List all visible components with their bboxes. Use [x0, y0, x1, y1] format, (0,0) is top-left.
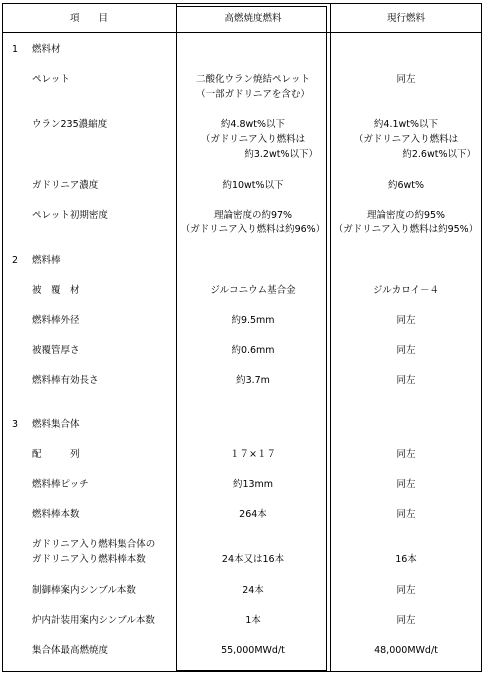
cell-current: 16本	[395, 554, 417, 565]
row-label: 燃料棒本数	[32, 509, 80, 520]
cell-new: 約3.2wt%以下）	[244, 149, 318, 160]
cell-new: １７×１７	[230, 449, 276, 460]
section-number: 2	[12, 255, 19, 266]
section-title: 燃料集合体	[32, 419, 80, 430]
cell-current: 約4.1wt%以下	[373, 119, 439, 130]
cell-current: 同左	[396, 509, 416, 520]
cell-current: 48,000MWd/t	[374, 645, 438, 656]
cell-new: （ガドリニア入り燃料は約96%）	[180, 224, 326, 235]
cell-new: 264本	[239, 509, 267, 520]
cell-current: 同左	[396, 615, 416, 626]
cell-new: 二酸化ウラン焼結ペレット	[196, 74, 310, 85]
cell-new: 24本	[242, 585, 264, 596]
cell-new: 約4.8wt%以下	[220, 119, 286, 130]
cell-current: 理論密度の約95%	[366, 210, 446, 221]
row-label: 集合体最高燃焼度	[32, 645, 109, 656]
row-label: 被 覆 材	[32, 285, 80, 296]
row-label: ペレット	[32, 74, 70, 85]
section-number: 3	[12, 419, 19, 430]
cell-current: 同左	[396, 345, 416, 356]
section-number: 1	[12, 44, 19, 55]
row-label: 配 列	[32, 449, 80, 460]
cell-current: ジルカロイ－４	[373, 285, 439, 296]
highlight-box	[176, 6, 327, 671]
cell-current: （ガドリニア入り燃料は約95%）	[333, 224, 479, 235]
header-new-fuel: 高燃焼度燃料	[224, 13, 282, 24]
row-label: ペレット初期密度	[32, 210, 108, 221]
cell-new: 理論密度の約97%	[213, 210, 293, 221]
cell-new: 1本	[245, 615, 261, 626]
column-divider	[330, 3, 331, 672]
section-title: 燃料材	[32, 44, 61, 55]
header-current-fuel: 現行燃料	[386, 13, 425, 24]
section-title: 燃料棒	[32, 255, 61, 266]
cell-new: 約10wt%以下	[222, 180, 284, 191]
row-label: 燃料棒外径	[32, 315, 80, 326]
cell-current: 同左	[396, 74, 416, 85]
row-label: 燃料棒有効長さ	[32, 375, 99, 386]
row-label: ガドリニア濃度	[32, 180, 99, 191]
cell-current: 同左	[396, 585, 416, 596]
cell-current: 同左	[396, 449, 416, 460]
cell-current: 同左	[396, 479, 416, 490]
cell-current: （ガドリニア入り燃料は	[353, 134, 459, 145]
row-label: 炉内計装用案内シンブル本数	[32, 615, 155, 626]
row-label: 制御棒案内シンブル本数	[32, 585, 136, 596]
column-divider	[176, 3, 177, 672]
cell-new: ジルコニウム基合金	[210, 285, 296, 296]
row-label: 被覆管厚さ	[32, 345, 80, 356]
cell-new: 55,000MWd/t	[221, 645, 285, 656]
cell-current: 同左	[396, 375, 416, 386]
cell-new: 約9.5mm	[231, 315, 275, 326]
cell-current: 約2.6wt%以下）	[402, 149, 476, 160]
row-label: ウラン235濃縮度	[32, 119, 108, 130]
cell-new: 約0.6mm	[231, 345, 275, 356]
cell-current: 約6wt%	[387, 180, 425, 191]
row-label: 燃料棒ピッチ	[32, 479, 89, 490]
header-item: 項 目	[69, 13, 108, 24]
header-divider	[2, 32, 482, 33]
cell-current: 同左	[396, 315, 416, 326]
cell-new: （ガドリニア入り燃料は	[200, 134, 306, 145]
cell-new: 24本又は16本	[221, 554, 285, 565]
row-label: ガドリニア入り燃料集合体の	[32, 539, 156, 550]
cell-new: 約13mm	[232, 479, 274, 490]
cell-new: （一部ガドリニアを含む）	[196, 89, 310, 100]
cell-new: 約3.7m	[236, 375, 270, 386]
row-label: ガドリニア入り燃料棒本数	[32, 554, 146, 565]
